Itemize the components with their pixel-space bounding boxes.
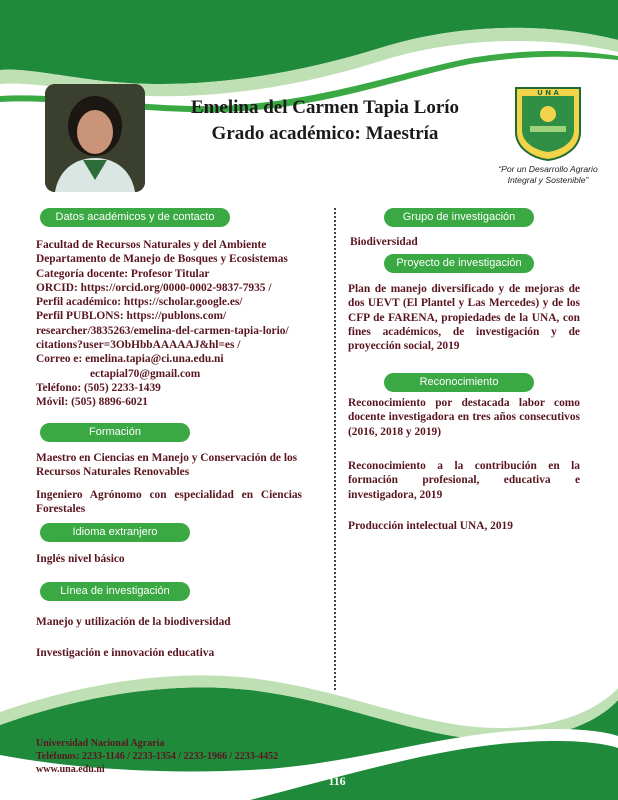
research-line-item: Investigación e innovación educativa — [36, 647, 215, 659]
footer-phones: Teléfonos: 2233-1146 / 2233-1354 / 2233-1966 / 2233-4452 — [36, 750, 279, 762]
university-seal — [512, 84, 584, 162]
contact-line: Correo e: emelina.tapia@ci.una.edu.ni — [36, 353, 224, 366]
contact-line: researcher/3835263/emelina-del-carmen-tapia-lorio/ — [36, 324, 289, 337]
page-number: 116 — [328, 774, 346, 788]
group-item: Biodiversidad — [350, 236, 418, 248]
research-line-section-title: Línea de investigación — [40, 582, 190, 601]
footer — [36, 738, 278, 776]
motto-line-2: Integral y Sostenible” — [507, 175, 589, 185]
contact-line: Facultad de Recursos Naturales y del Ambiente — [36, 239, 267, 251]
language-item: Inglés nivel básico — [36, 553, 125, 565]
contact-line: ectapial70@gmail.com — [90, 367, 201, 380]
svg-text:U N A: U N A — [537, 89, 559, 97]
footer-website: www.una.edu.ni — [36, 763, 105, 775]
formation-section-title: Formación — [40, 423, 190, 442]
project-section-title: Proyecto de investigación — [384, 254, 534, 273]
group-section-title: Grupo de investigación — [384, 208, 534, 227]
contact-line: Categoría docente: Profesor Titular — [36, 267, 210, 280]
contact-line: Perfil PUBLONS: https://publons.com/ — [36, 310, 227, 323]
motto — [488, 164, 608, 186]
recognition-item: Reconocimiento a la contribución en la formación profesional, educativa e investigadora, 2019 — [348, 460, 580, 501]
person-name: Emelina del Carmen Tapia Lorío — [190, 97, 460, 118]
recognition-item: Reconocimiento por destacada labor como docente investigadora en tres años consecutivos (2016, 2018 y 2019) — [348, 397, 580, 438]
contact-line: ORCID: https://orcid.org/0000-0002-9837-7935 / — [36, 281, 272, 294]
motto-line-1: “Por un Desarrollo Agrario — [498, 164, 598, 174]
research-line-item: Manejo y utilización de la biodiversidad — [36, 616, 231, 628]
contact-details — [36, 238, 336, 410]
contact-line: Teléfono: (505) 2233-1439 — [36, 381, 161, 394]
contact-line: Perfil académico: https://scholar.google.es/ — [36, 296, 243, 309]
footer-institution: Universidad Nacional Agraria — [36, 738, 165, 749]
formation-item: Ingeniero Agrónomo con especialidad en Ciencias Forestales — [36, 489, 302, 516]
profile-photo — [45, 84, 145, 192]
contact-line: citations?user=3ObHbbAAAAAJ&hl=es / — [36, 339, 241, 352]
contact-section-title: Datos académicos y de contacto — [40, 208, 230, 227]
formation-item: Maestro en Ciencias en Manejo y Conservación de los Recursos Naturales Renovables — [36, 452, 298, 479]
contact-line: Departamento de Manejo de Bosques y Ecosistemas — [36, 253, 288, 266]
project-item: Plan de manejo diversificado y de mejoras de dos UEVT (El Plantel y Las Mercedes) y de los CFP de FARENA, propiedades de la UNA, con fines académicos, de investigación y de proyección social, 2019 — [348, 283, 580, 353]
contact-line: Móvil: (505) 8896-6021 — [36, 396, 148, 409]
recognition-section-title: Reconocimiento — [384, 373, 534, 392]
language-section-title: Idioma extranjero — [40, 523, 190, 542]
recognition-item: Producción intelectual UNA, 2019 — [348, 520, 513, 532]
academic-degree: Grado académico: Maestría — [211, 123, 439, 144]
